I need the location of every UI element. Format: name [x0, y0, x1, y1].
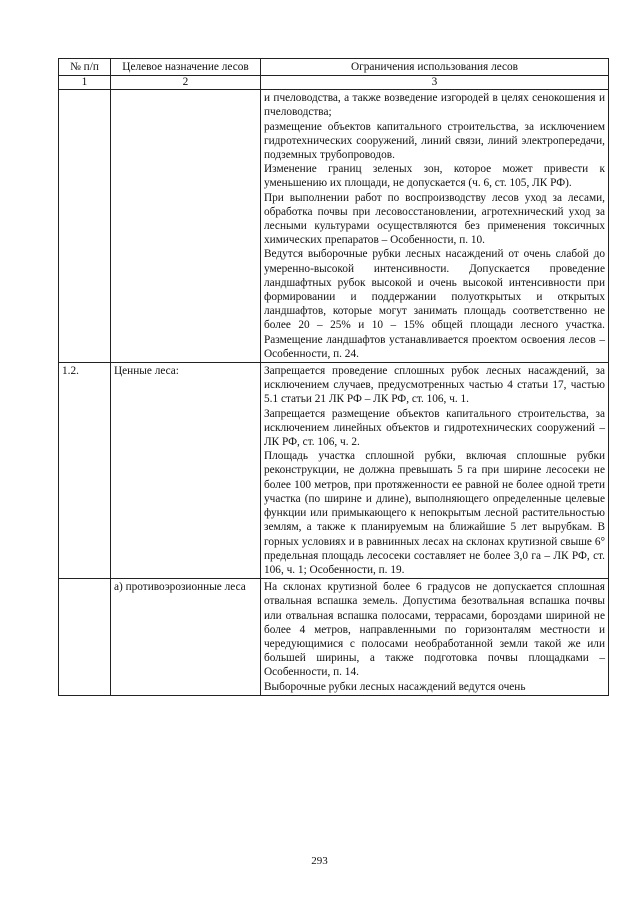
- row-number: [59, 579, 111, 696]
- column-number-2: 2: [111, 76, 261, 90]
- paragraph: и пчеловодства, а также возведение изгородей в целях сенокошения и пчеловодства;: [264, 92, 605, 119]
- paragraph: Изменение границ зеленых зон, которое может привести к уменьшению их площади, не допускается (ч. 6, ст. 105, ЛК РФ).: [264, 163, 605, 190]
- paragraph: Запрещается размещение объектов капитального строительства, за исключением линейных объектов и гидротехнических сооружений – ЛК РФ, ст. 106, ч. 2.: [264, 407, 605, 449]
- paragraph: Площадь участка сплошной рубки, включая сплошные рубки реконструкции, не должна превышать 5 га при ширине лесосеки не более 100 метров, при протяженности ее равной не более одной трети участка (по ширине и длине), выполняющего определенные целевые функции или примыкающего к непокрытым лесной растительностью землям, а также к планируемым на ближайшие 5 лет вырубкам. В горных условиях и в равнинных лесах на склонах крутизной свыше 6° предельная площадь лесосеки составляет не более 3,0 га – ЛК РФ, ст. 106, ч. 1; Особенности, п. 19.: [264, 450, 605, 576]
- paragraph: Запрещается проведение сплошных рубок лесных насаждений, за исключением случаев, предусмотренных частью 4 статьи 17, частью 5.1 статьи 21 ЛК РФ – ЛК РФ, ст. 106, ч. 1.: [264, 365, 605, 406]
- table-row: [59, 90, 609, 363]
- header-col-number: № п/п: [59, 59, 111, 76]
- row-purpose: Ценные леса:: [111, 363, 261, 579]
- paragraph: Ведутся выборочные рубки лесных насаждений от очень слабой до умеренно-высокой интенсивности. Допускается проведение ландшафтных рубок высокой и очень высокой интенсивности при формировании и поддержании полуоткрытых и открытых ландшафтов, которые могут занимать площадь соответственно не более 20 – 25% и 10 – 15% общей площади лесного участка. Размещение ландшафтов устанавливается проектом освоения лесов – Особенности, п. 24.: [264, 248, 605, 360]
- row-purpose: а) противоэрозионные леса: [111, 579, 261, 696]
- header-col-restrictions: Ограничения использования лесов: [261, 59, 609, 76]
- table-row: [59, 579, 609, 696]
- column-number-3: 3: [261, 76, 609, 90]
- row-number: 1.2.: [59, 363, 111, 579]
- row-restrictions: [261, 579, 609, 696]
- row-restrictions: [261, 363, 609, 579]
- paragraph: На склонах крутизной более 6 градусов не допускается сплошная отвальная вспашка земель. Допустима безотвальная вспашка почвы или отвальная вспашка полосами, террасами, бороздами шириной не более 4 метров, направленными по горизонталям местности и чередующимися с полосами необработанной земли такой же или большей ширины, а также подготовка почвы площадками – Особенности, п. 14.: [264, 581, 605, 679]
- header-row: [59, 59, 609, 76]
- paragraph: размещение объектов капитального строительства, за исключением гидротехнических сооружений, линий связи, линий электропередачи, подземных трубопроводов.: [264, 120, 605, 162]
- column-number-1: 1: [59, 76, 111, 90]
- paragraph: Выборочные рубки лесных насаждений ведутся очень: [264, 680, 526, 693]
- table-row: [59, 363, 609, 579]
- restrictions-table: [58, 58, 609, 696]
- paragraph: При выполнении работ по воспроизводству лесов уход за лесами, обработка почвы при лесовосстановлении, агротехнический уход за лесными культурами осуществляются без применения токсичных химических препаратов – Особенности, п. 10.: [264, 191, 605, 247]
- row-purpose: [111, 90, 261, 363]
- column-number-row: [59, 76, 609, 90]
- row-restrictions: [261, 90, 609, 363]
- page-number: 293: [311, 855, 328, 867]
- header-col-purpose: Целевое назначение лесов: [111, 59, 261, 76]
- row-number: [59, 90, 111, 363]
